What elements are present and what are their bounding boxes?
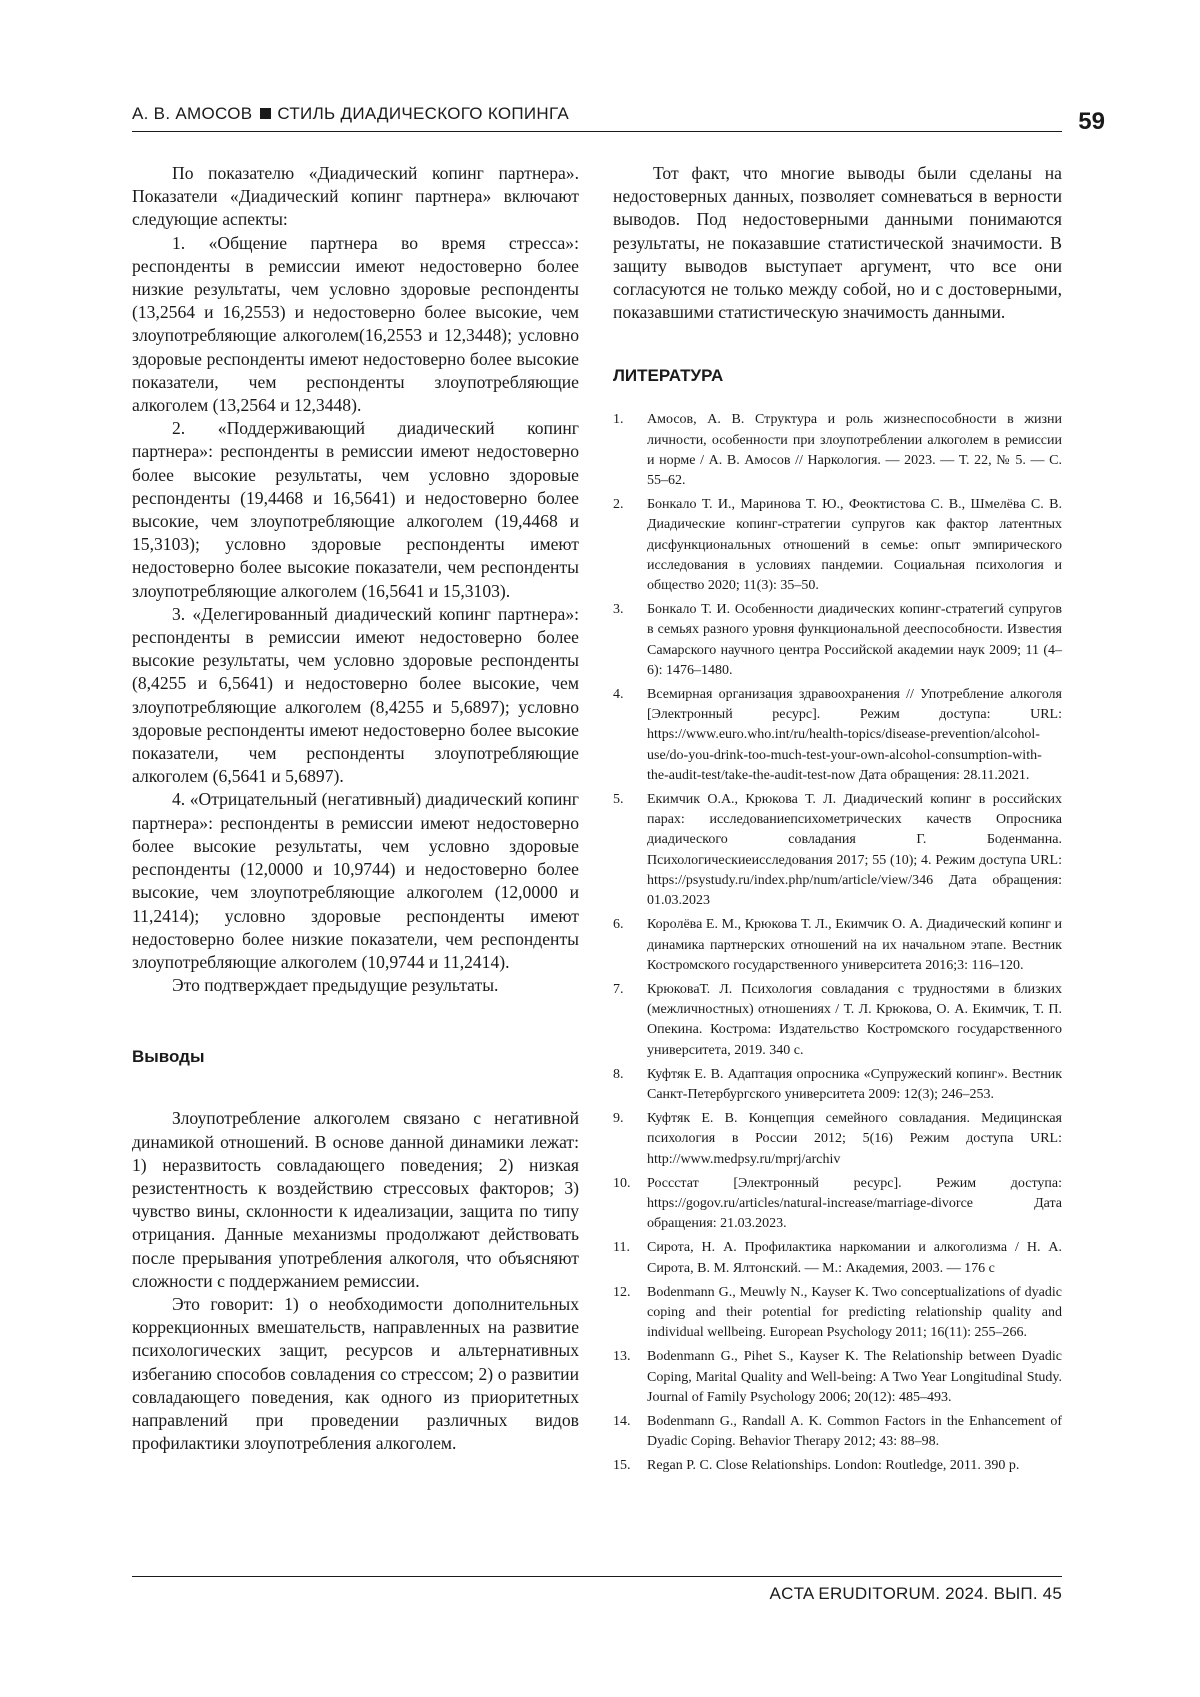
reference-number: 4. (613, 687, 624, 703)
intro-paragraph: Тот факт, что многие выводы были сделаны на недостоверных данных, позволяет сомневаться в верности выводов. Под недостоверными данными понимаются результаты, не показавшие статистической значимости. В защиту выводов выступает аргумент, что все они согласуются не только между собой, но и с достоверными, показавшими статистическую значимость данными. (613, 163, 1062, 323)
right-column (613, 162, 1062, 1481)
reference-number: 9. (613, 1111, 624, 1127)
reference-number: 12. (613, 1284, 631, 1300)
reference-item (613, 1109, 1062, 1170)
running-head (132, 104, 1062, 124)
reference-text: Bodenmann G., Pihet S., Kayser K. The Relationship between Dyadic Coping, Marital Quality and Well-being: A Two Year Longitudinal Study. Journal of Family Psychology 2006; 20(12): 485–493. (647, 1349, 1062, 1405)
reference-text: Россстат [Электронный ресурс]. Режим доступа: https://gogov.ru/articles/natural-increase/marriage-divorce Дата обращения: 21.03.2023. (647, 1175, 1062, 1232)
journal-footer: ACTA ERUDITORUM. 2024. ВЫП. 45 (769, 1584, 1062, 1603)
reference-item (613, 1347, 1062, 1408)
reference-number: 14. (613, 1413, 631, 1429)
references-heading: ЛИТЕРАТУРА (613, 366, 724, 386)
running-head-title: СТИЛЬ ДИАДИЧЕСКОГО КОПИНГА (277, 104, 570, 123)
conclusions-paragraph: Это говорит: 1) о необходимости дополнительных коррекционных вмешательств, направленных на развитие психологических защит, ресурсов и альтернативных избеганию способов совладения со стрессом; 2) о развитии совладающего поведения, как одного из приоритетных направлений при проведении различных видов профилактики злоупотребления алкоголем. (132, 1293, 579, 1454)
running-head-author: А. В. АМОСОВ (132, 104, 253, 123)
reference-number: 3. (613, 602, 624, 618)
reference-number: 13. (613, 1349, 631, 1365)
body-paragraph: 3. «Делегированный диадический копинг партнера»: респонденты в ремиссии имеют недостоверно более высокие результаты, чем условно здоровые респонденты (8,4255 и 6,5641) и недостоверно более высокие, чем злоупотребляющие алкоголем (8,4255 и 5,6897); условно здоровые респонденты имеют недостоверно более высокие показатели, чем респонденты злоупотребляющие алкоголем (6,5641 и 5,6897). (132, 603, 579, 787)
reference-number: 11. (613, 1240, 630, 1256)
left-column (132, 162, 579, 1455)
reference-text: Bodenmann G., Randall A. K. Common Factors in the Enhancement of Dyadic Coping. Behavior Therapy 2012; 43: 88–98. (647, 1413, 1062, 1450)
reference-item (613, 1174, 1062, 1235)
reference-item (613, 915, 1062, 976)
reference-number: 5. (613, 792, 624, 808)
reference-item (613, 1412, 1062, 1452)
reference-text: КрюковаТ. Л. Психология совладания с трудностями в близких (межличностных) отношениях / Т. Л. Крюкова, О. А. Екимчик, Т. П. Опекина. Кострома: Издательство Костромского государственного университета, 2019. 340 с. (647, 981, 1062, 1058)
reference-item (613, 410, 1062, 491)
reference-text: Бонкало Т. И., Маринова Т. Ю., Феоктистова С. В., Шмелёва С. В. Диадические копинг-стратегии супругов как фактор латентных дисфункциональных отношений в семье: опыт эмпирического исследования в условиях пандемии. Социальная психология и общество 2020; 11(3): 35–50. (647, 497, 1062, 594)
reference-number: 8. (613, 1066, 624, 1082)
reference-text: Bodenmann G., Meuwly N., Kayser K. Two conceptualizations of dyadic coping and their potential for predicting relationship quality and individual wellbeing. European Psychology 2011; 16(11): 255–266. (647, 1284, 1062, 1341)
reference-text: Куфтяк Е. В. Концепция семейного совладания. Медицинская психология в России 2012; 5(16) Режим доступа URL: http://www.medpsy.ru/mprj/archiv (647, 1111, 1062, 1167)
conclusions-paragraph: Злоупотребление алкоголем связано с негативной динамикой отношений. В основе данной динамики лежат: 1) неразвитость совладающего поведения; 2) низкая резистентность к воздействию стрессовых факторов; 3) чувство вины, склонности к идеализации, защита по типу отрицания. Данные механизмы продолжают действовать после прерывания употребления алкоголя, что объясняют сложности с поддержанием ремиссии. (132, 1108, 579, 1291)
reference-text: Всемирная организация здравоохранения // Употребление алкоголя [Электронный ресурс]. Режим доступа: URL: https://www.euro.who.int/ru/health-topics/disease-prevention/alcohol-use/do-you-drink-too-much-test-your-own-alcohol-consumption-with-the-audit-test/take-the-audit-test-now Дата обращения: 28.11.2021. (647, 687, 1062, 783)
reference-number: 1. (613, 412, 624, 428)
square-bullet-icon (260, 108, 271, 119)
reference-item (613, 1283, 1062, 1344)
reference-number: 15. (613, 1458, 631, 1474)
conclusions-heading: Выводы (132, 1047, 205, 1067)
body-paragraph: 1. «Общение партнера во время стресса»: респонденты в ремиссии имеют недостоверно более низкие результаты, чем условно здоровые респонденты (13,2564 и 16,2553) и недостоверно более высокие, чем злоупотребляющие алкоголем(16,2553 и 12,3448); условно здоровые респонденты имеют недостоверно более высокие показатели, чем респонденты злоупотребляющие алкоголем (13,2564 и 12,3448). (132, 232, 579, 416)
header-rule (132, 131, 1062, 132)
reference-item (613, 1065, 1062, 1105)
references-list (613, 410, 1062, 1476)
reference-text: Сирота, Н. А. Профилактика наркомании и алкоголизма / Н. А. Сирота, В. М. Ялтонский. — М.: Академия, 2003. — 176 с (647, 1240, 1062, 1276)
reference-number: 6. (613, 917, 624, 933)
reference-text: Бонкало Т. И. Особенности диадических копинг-стратегий супругов в семьях разного уровня функциональной дееспособности. Известия Самарского научного центра Российской академии наук 2009; 11 (4–6): 1476–1480. (647, 602, 1062, 678)
reference-text: Амосов, А. В. Структура и роль жизнеспособности в жизни личности, особенности при злоупотреблении алкоголем в ремиссии и норме / А. В. Амосов // Наркология. — 2023. — Т. 22, № 5. — С. 55–62. (647, 412, 1062, 489)
reference-item (613, 980, 1062, 1061)
body-paragraph: По показателю «Диадический копинг партнера». Показатели «Диадический копинг партнера» включают следующие аспекты: (132, 163, 579, 230)
reference-item (613, 1456, 1062, 1476)
reference-text: Королёва Е. М., Крюкова Т. Л., Екимчик О. А. Диадический копинг и динамика партнерских отношений на их начальном этапе. Вестник Костромского государственного университета 2016;3: 116–120. (647, 917, 1062, 973)
reference-item (613, 495, 1062, 596)
reference-item (613, 1238, 1062, 1278)
reference-number: 7. (613, 981, 624, 997)
page-number: 59 (1078, 108, 1105, 135)
reference-text: Regan P. C. Close Relationships. London: Routledge, 2011. 390 p. (647, 1458, 1020, 1474)
reference-item (613, 685, 1062, 786)
body-paragraph: 4. «Отрицательный (негативный) диадический копинг партнера»: респонденты в ремиссии имеют недостоверно более высокие результаты, чем условно здоровые респонденты (12,0000 и 10,9744) и недостоверно более высокие, чем злоупотребляющие алкоголем (12,0000 и 11,2414); условно здоровые респонденты имеют недостоверно более низкие показатели, чем респонденты злоупотребляющие алкоголем (10,9744 и 11,2414). (132, 789, 579, 972)
body-paragraph: 2. «Поддерживающий диадический копинг партнера»: респонденты в ремиссии имеют недостоверно более высокие результаты, чем условно здоровые респонденты (19,4468 и 16,5641) и недостоверно более высокие, чем злоупотребляющие алкоголем (19,4468 и 15,3103); условно здоровые респонденты имеют недостоверно более высокие показатели, чем респонденты злоупотребляющие алкоголем (16,5641 и 15,3103). (132, 418, 579, 601)
reference-item (613, 790, 1062, 911)
footer-rule (132, 1576, 1062, 1577)
reference-number: 10. (613, 1175, 631, 1191)
body-paragraph: Это подтверждает предыдущие результаты. (172, 975, 499, 996)
reference-number: 2. (613, 497, 624, 513)
reference-text: Куфтяк Е. В. Адаптация опросника «Супружеский копинг». Вестник Санкт-Петербургского университета 2009: 12(3); 246–253. (647, 1066, 1062, 1102)
reference-item (613, 600, 1062, 681)
reference-text: Екимчик О.А., Крюкова Т. Л. Диадический копинг в российских парах: исследованиепсихометрических качеств Опросника диадического совладания Г. Боденманна. Психологическиеисследования 2017; 55 (10); 4. Режим доступа URL: https://psystudy.ru/index.php/num/article/view/346 Дата обращения: 01.03.2023 (647, 792, 1062, 909)
